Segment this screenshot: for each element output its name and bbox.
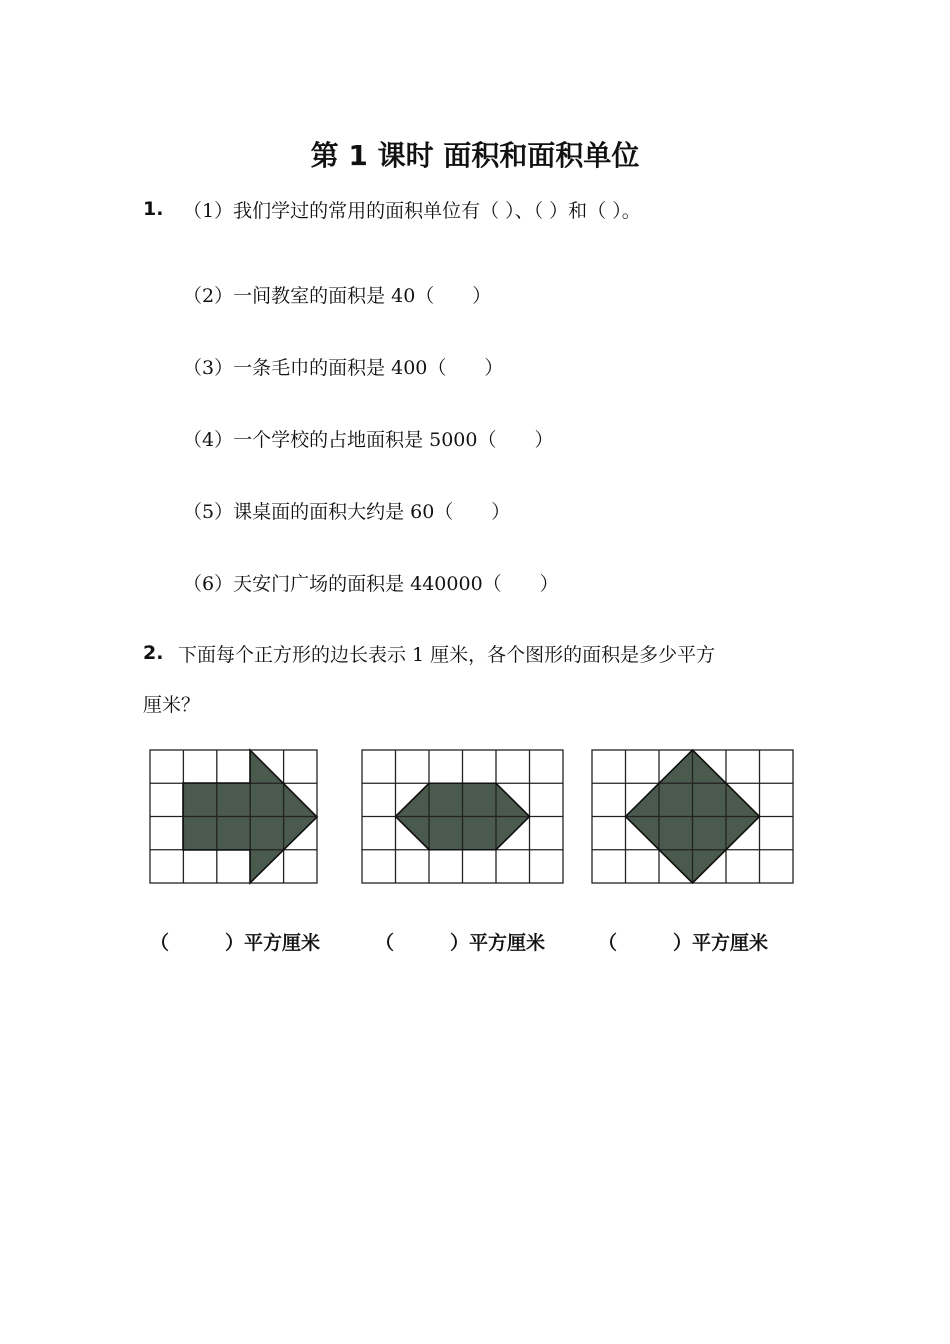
grid-lines <box>592 750 793 883</box>
page-title: 第 1 课时 面积和面积单位 <box>310 139 640 172</box>
arrow-shape-figure <box>148 748 320 886</box>
answer-open-paren: （ <box>375 932 395 954</box>
q1-item-3: （3）一条毛巾的面积是 400（ ） <box>183 357 504 379</box>
answer-open-paren: （ <box>598 932 618 954</box>
q1-item-5: （5）课桌面的面积大约是 60（ ） <box>183 501 511 523</box>
question-1-number: 1. <box>143 198 164 220</box>
grid-lines <box>362 750 563 883</box>
answer-unit: ）平方厘米 <box>225 932 321 954</box>
grid-lines <box>150 750 317 883</box>
answer-blank-3[interactable] <box>598 928 768 955</box>
diamond-shape-figure <box>590 748 795 886</box>
q1-item-2: （2）一间教室的面积是 40（ ） <box>183 285 492 307</box>
question-2-number: 2. <box>143 642 164 664</box>
q2-prompt-continued: 厘米？ <box>143 694 201 716</box>
answer-blank-2[interactable] <box>375 928 545 955</box>
answer-blank-1[interactable] <box>150 928 320 955</box>
answer-unit: ）平方厘米 <box>450 932 546 954</box>
q2-prompt: 下面每个正方形的边长表示 1 厘米，各个图形的面积是多少平方 <box>178 644 716 666</box>
q1-item-6: （6）天安门广场的面积是 440000（ ） <box>183 573 559 595</box>
q1-item-1: （1）我们学过的常用的面积单位有（ ）、（ ）和（ ）。 <box>183 200 641 222</box>
answer-unit: ）平方厘米 <box>673 932 769 954</box>
hexagon-shape-figure <box>360 748 565 886</box>
answer-open-paren: （ <box>150 932 170 954</box>
q1-item-4: （4）一个学校的占地面积是 5000（ ） <box>183 429 554 451</box>
